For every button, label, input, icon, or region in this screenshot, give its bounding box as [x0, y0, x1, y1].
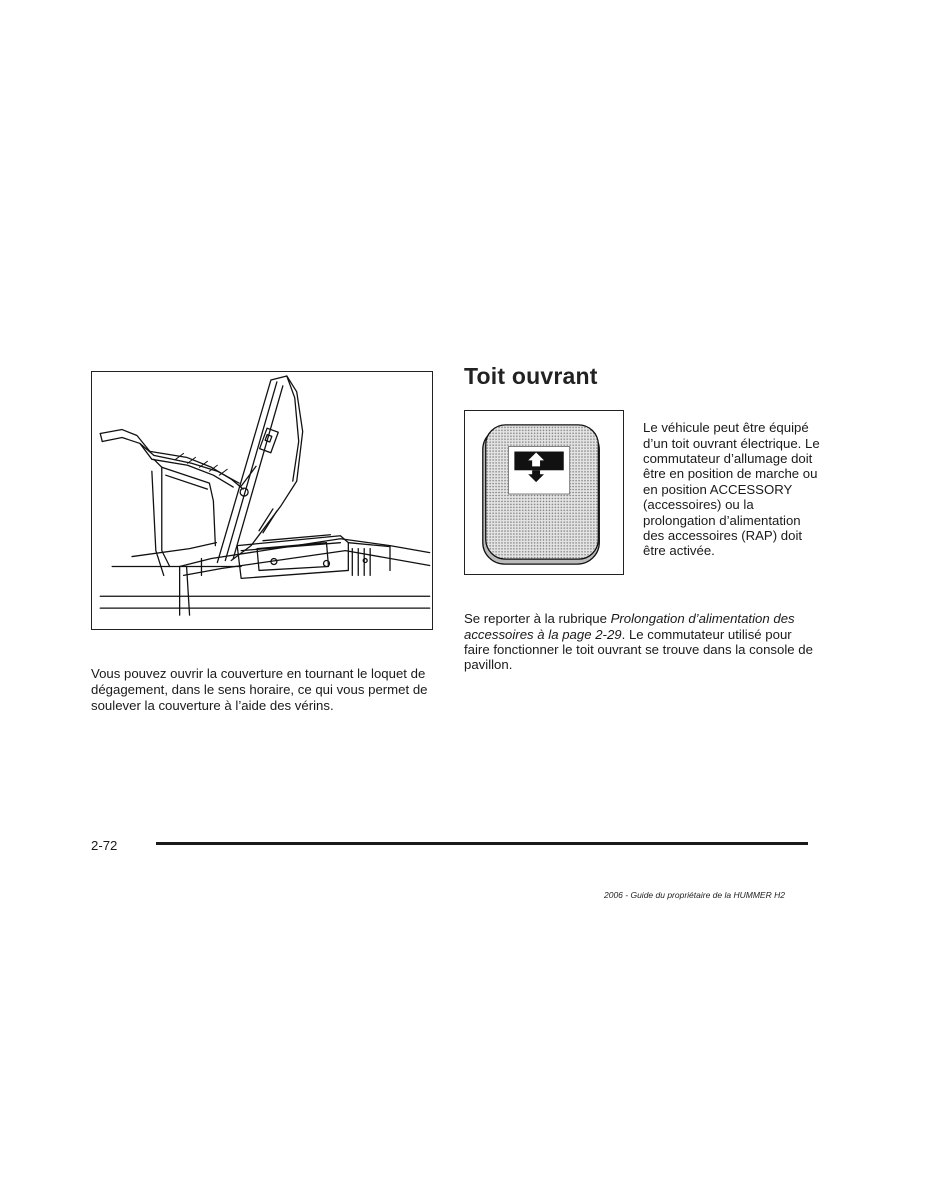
cargo-cover-drawing	[92, 372, 432, 629]
cargo-cover-illustration	[91, 371, 433, 630]
page-number: 2-72	[91, 838, 118, 853]
reference-prefix: Se reporter à la rubrique	[464, 611, 611, 627]
reference-paragraph	[464, 611, 814, 673]
reference-suffix: . Le commutateur utilisé pour faire fonctionner le toit ouvrant se trouve dans la console de pavillon.	[464, 626, 813, 673]
cover-caption: Vous pouvez ouvrir la couverture en tournant le loquet de dégagement, dans le sens horaire, ce qui vous permet de soulever la couverture à l’aide des vérins.	[91, 666, 428, 714]
section-title: Toit ouvrant	[464, 363, 598, 389]
sunroof-description: Le véhicule peut être équipé d’un toit ouvrant électrique. Le commutateur d’allumage doit être en position de marche ou en position ACCESSORY (accessoires) ou la prolongation d’alimentation des accessoires (RAP) doit être activée.	[643, 420, 820, 559]
reference-link[interactable]: Prolongation d’alimentation des accessoires à la page 2-29	[464, 611, 795, 642]
page-footer: 2006 - Guide du propriétaire de la HUMMER H2	[604, 890, 785, 900]
footer-rule	[156, 842, 808, 845]
sunroof-switch-drawing	[465, 411, 623, 574]
sunroof-switch-illustration	[464, 410, 624, 575]
